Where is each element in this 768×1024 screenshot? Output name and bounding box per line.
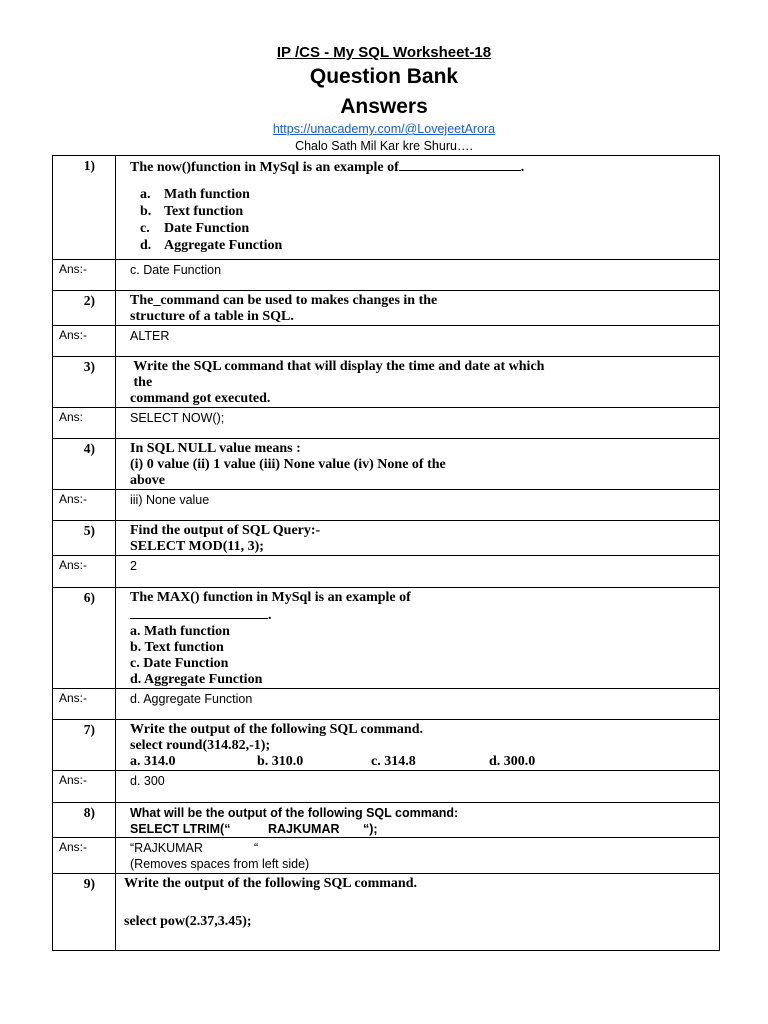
answer-note: (Removes spaces from left side) (130, 857, 310, 871)
question-line: select round(314.82,-1); (130, 738, 271, 753)
question-row (53, 803, 720, 838)
option-list (130, 186, 713, 254)
question-row (53, 874, 720, 951)
question-number: 9) (53, 874, 116, 951)
answer-text: d. Aggregate Function (116, 689, 720, 720)
question-line (130, 821, 713, 837)
question-stem-end: . (268, 608, 272, 623)
option-label: a. (140, 187, 151, 202)
question-line: The_command can be used to makes changes in the (130, 293, 438, 308)
question-number: 8) (53, 803, 116, 838)
question-line: Find the output of SQL Query:- (130, 523, 321, 538)
answer-text: iii) None value (116, 490, 720, 521)
question-text (116, 874, 720, 951)
option-text: Text function (164, 204, 244, 219)
question-line: the (130, 375, 153, 390)
question-row (53, 588, 720, 689)
answer-label: Ans:- (53, 326, 116, 357)
question-line: structure of a table in SQL. (130, 309, 294, 324)
option-item: b. Text function (130, 640, 224, 655)
answer-row (53, 490, 720, 521)
option-text: Aggregate Function (164, 238, 283, 253)
answer-text: d. 300 (116, 771, 720, 803)
option-item: b. 310.0 (257, 754, 304, 769)
answer-text (116, 838, 720, 874)
answer-fragment: “ (254, 841, 259, 855)
question-line: select pow(2.37,3.45); (124, 914, 252, 929)
question-number: 4) (53, 439, 116, 490)
question-number: 6) (53, 588, 116, 689)
option-item (140, 237, 713, 254)
answer-label: Ans:- (53, 689, 116, 720)
option-item: c. 314.8 (371, 754, 416, 769)
answer-text: 2 (116, 556, 720, 588)
question-line: Write the output of the following SQL command. (124, 876, 417, 891)
question-row (53, 357, 720, 408)
answer-row (53, 260, 720, 291)
answer-fragment: “RAJKUMAR (130, 841, 203, 855)
question-line: Write the output of the following SQL command. (130, 722, 423, 737)
answer-row (53, 838, 720, 874)
question-line: above (130, 473, 165, 488)
question-row (53, 521, 720, 556)
question-row (53, 156, 720, 260)
question-text (116, 439, 720, 490)
answer-row (53, 689, 720, 720)
answer-label: Ans:- (53, 490, 116, 521)
question-text (116, 803, 720, 838)
question-stem-end: . (520, 160, 525, 175)
question-number: 2) (53, 291, 116, 326)
page-heading: Question Bank (309, 65, 459, 88)
question-number: 3) (53, 357, 116, 408)
question-number: 1) (53, 156, 116, 260)
answer-row (53, 408, 720, 439)
answer-text: c. Date Function (116, 260, 720, 291)
question-text (116, 156, 720, 260)
option-item (140, 186, 713, 203)
option-item: d. Aggregate Function (130, 672, 263, 687)
option-item: a. 314.0 (130, 754, 176, 769)
code-fragment: SELECT LTRIM(“ (130, 822, 231, 836)
tagline: Chalo Sath Mil Kar kre Shuru…. (295, 139, 473, 153)
answer-label: Ans:- (53, 556, 116, 588)
question-text (116, 720, 720, 771)
option-text: Date Function (164, 221, 250, 236)
question-line: (i) 0 value (ii) 1 value (iii) None value (iv) None of the (130, 457, 446, 472)
code-fragment: “); (363, 822, 378, 836)
answer-label: Ans:- (53, 260, 116, 291)
answer-row (53, 326, 720, 357)
option-label: c. (140, 221, 150, 236)
question-number: 7) (53, 720, 116, 771)
worksheet-title: IP /CS - My SQL Worksheet-18 (276, 44, 492, 61)
option-item (140, 220, 713, 237)
answer-label: Ans:- (53, 771, 116, 803)
question-line: Write the SQL command that will display the time and date at which (130, 359, 545, 374)
question-line: command got executed. (130, 391, 271, 406)
answer-blank (130, 606, 268, 619)
question-table (52, 155, 720, 951)
answer-text: SELECT NOW(); (116, 408, 720, 439)
option-item: a. Math function (130, 624, 230, 639)
question-text (116, 588, 720, 689)
question-row (53, 291, 720, 326)
answer-label: Ans: (53, 408, 116, 439)
question-line: The MAX() function in MySql is an example of (130, 590, 411, 605)
option-label: b. (140, 204, 152, 219)
option-row (130, 754, 713, 770)
question-row (53, 439, 720, 490)
option-item (140, 203, 713, 220)
option-label: d. (140, 238, 152, 253)
question-stem: The now()function in MySql is an example of (130, 160, 399, 175)
answer-label: Ans:- (53, 838, 116, 874)
question-row (53, 720, 720, 771)
page-subheading: Answers (340, 95, 428, 118)
question-text (116, 291, 720, 326)
question-line: In SQL NULL value means : (130, 441, 301, 456)
question-line: SELECT MOD(11, 3); (130, 539, 264, 554)
answer-text: ALTER (116, 326, 720, 357)
question-text (116, 357, 720, 408)
option-item: c. Date Function (130, 656, 229, 671)
question-text (116, 521, 720, 556)
question-line: What will be the output of the following SQL command: (130, 806, 459, 820)
answer-row (53, 771, 720, 803)
option-item: d. 300.0 (489, 754, 536, 769)
answer-row (53, 556, 720, 588)
question-number: 5) (53, 521, 116, 556)
answer-blank (399, 158, 521, 171)
code-fragment: RAJKUMAR (268, 822, 340, 836)
option-text: Math function (164, 187, 250, 202)
author-link[interactable]: https://unacademy.com/@LovejeetArora (272, 122, 496, 136)
